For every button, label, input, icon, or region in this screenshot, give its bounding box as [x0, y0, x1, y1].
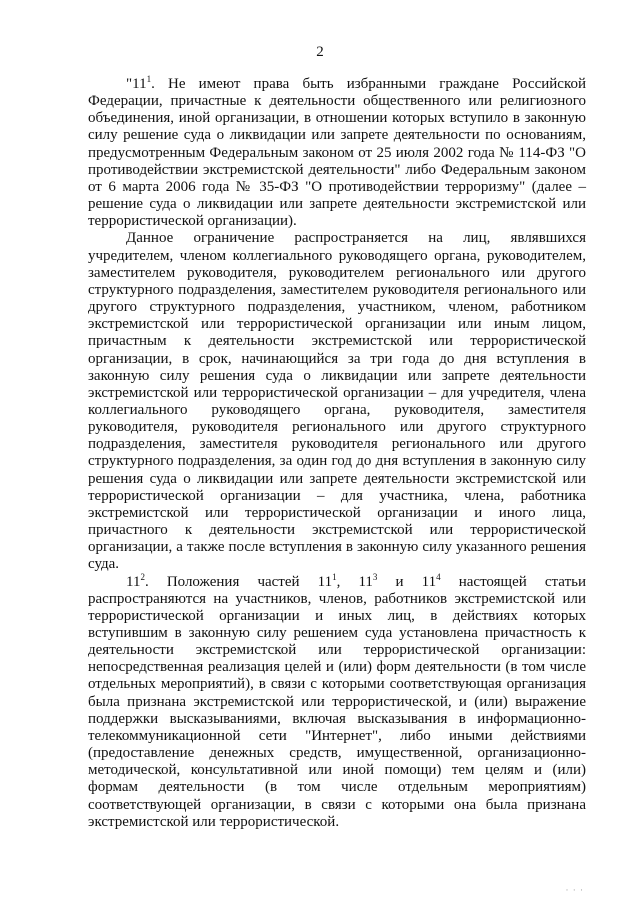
paragraph-text: настоящей статьи распространяются на участников, членов, работников экстремистской или террористической организации и иных лиц, в действиях которых вступившим в законную силу решением суда установлена причастность к деятельности экстремистской или террористической организации: непосредственная реализация целей и (или) форм деятельности (в том числе отдельных мероприятий), в связи с которыми соответствующая организация была признана экстремистской или террористической, и (или) выражение поддержки высказываниями, включая высказывания в информационно-телекоммуникационной сети "Интернет", либо иными действиями (предоставление денежных средств, имущественной, организационно-методической, консультативной или иной помощи) тем целям и (или) формам деятельности (в том числе отдельным мероприятиям) соответствующей организации, в связи с которыми она была признана экстремистской или террористической.	[88, 573, 586, 830]
paragraph-text: , 11	[336, 573, 373, 590]
paragraph-restriction-scope	[88, 230, 586, 573]
part-reference-superscript: 1	[332, 571, 337, 582]
part-reference-superscript: 3	[372, 571, 378, 582]
footer-mark: · · ·	[565, 885, 584, 895]
paragraph-number: "11	[126, 76, 147, 92]
document-body	[88, 76, 586, 831]
page-number: 2	[316, 44, 324, 60]
paragraph-11-1	[88, 76, 586, 230]
paragraph-number-superscript: 1	[146, 74, 152, 84]
paragraph-number: 11	[126, 573, 141, 590]
paragraph-number-superscript: 2	[140, 571, 145, 582]
part-reference-superscript: 4	[436, 571, 441, 582]
paragraph-text: . Не имеют права быть избранными граждане Российской Федерации, причастные к деятельности общественного или религиозного объединения, иной организации, в отношении которых вступило в законную силу решение суда о ликвидации или запрете деятельности по основаниям, предусмотренным Федеральным законом от 25 июля 2002 года № 114-ФЗ "О противодействии экстремистской деятельности" либо Федеральным законом от 6 марта 2006 года № 35-ФЗ "О противодействии терроризму" (далее – решение суда о ликвидации или запрете деятельности экстремистской или террористической организации).	[88, 76, 586, 230]
paragraph-11-2	[88, 571, 586, 831]
paragraph-text: и 11	[377, 573, 437, 590]
paragraph-text: . Положения частей 11	[144, 573, 333, 590]
paragraph-text: Данное ограничение распространяется на лиц, являвшихся учредителем, членом коллегиального руководящего органа, руководителем, заместителем руководителя, руководителем регионального или другого структурного подразделения, заместителем руководителя регионального или другого структурного подразделения, участником, членом, работником экстремистской или террористической организации или иным лицом, причастным к деятельности экстремистской или террористической организации, в срок, начинающийся за три года до дня вступления в законную силу решения суда о ликвидации или запрете деятельности экстремистской или террористической организации – для учредителя, члена коллегиального руководящего органа, руководителя, заместителя руководителя, руководителя регионального или другого структурного подразделения, заместителя руководителя регионального или другого структурного подразделения, за один год до дня вступления в законную силу решения суда о ликвидации или запрете деятельности экстремистской или террористической организации – для участника, члена, работника экстремистской или террористической организации и иного лица, причастного к деятельности экстремистской или террористической организации, а также после вступления в законную силу указанного решения суда.	[88, 230, 586, 573]
